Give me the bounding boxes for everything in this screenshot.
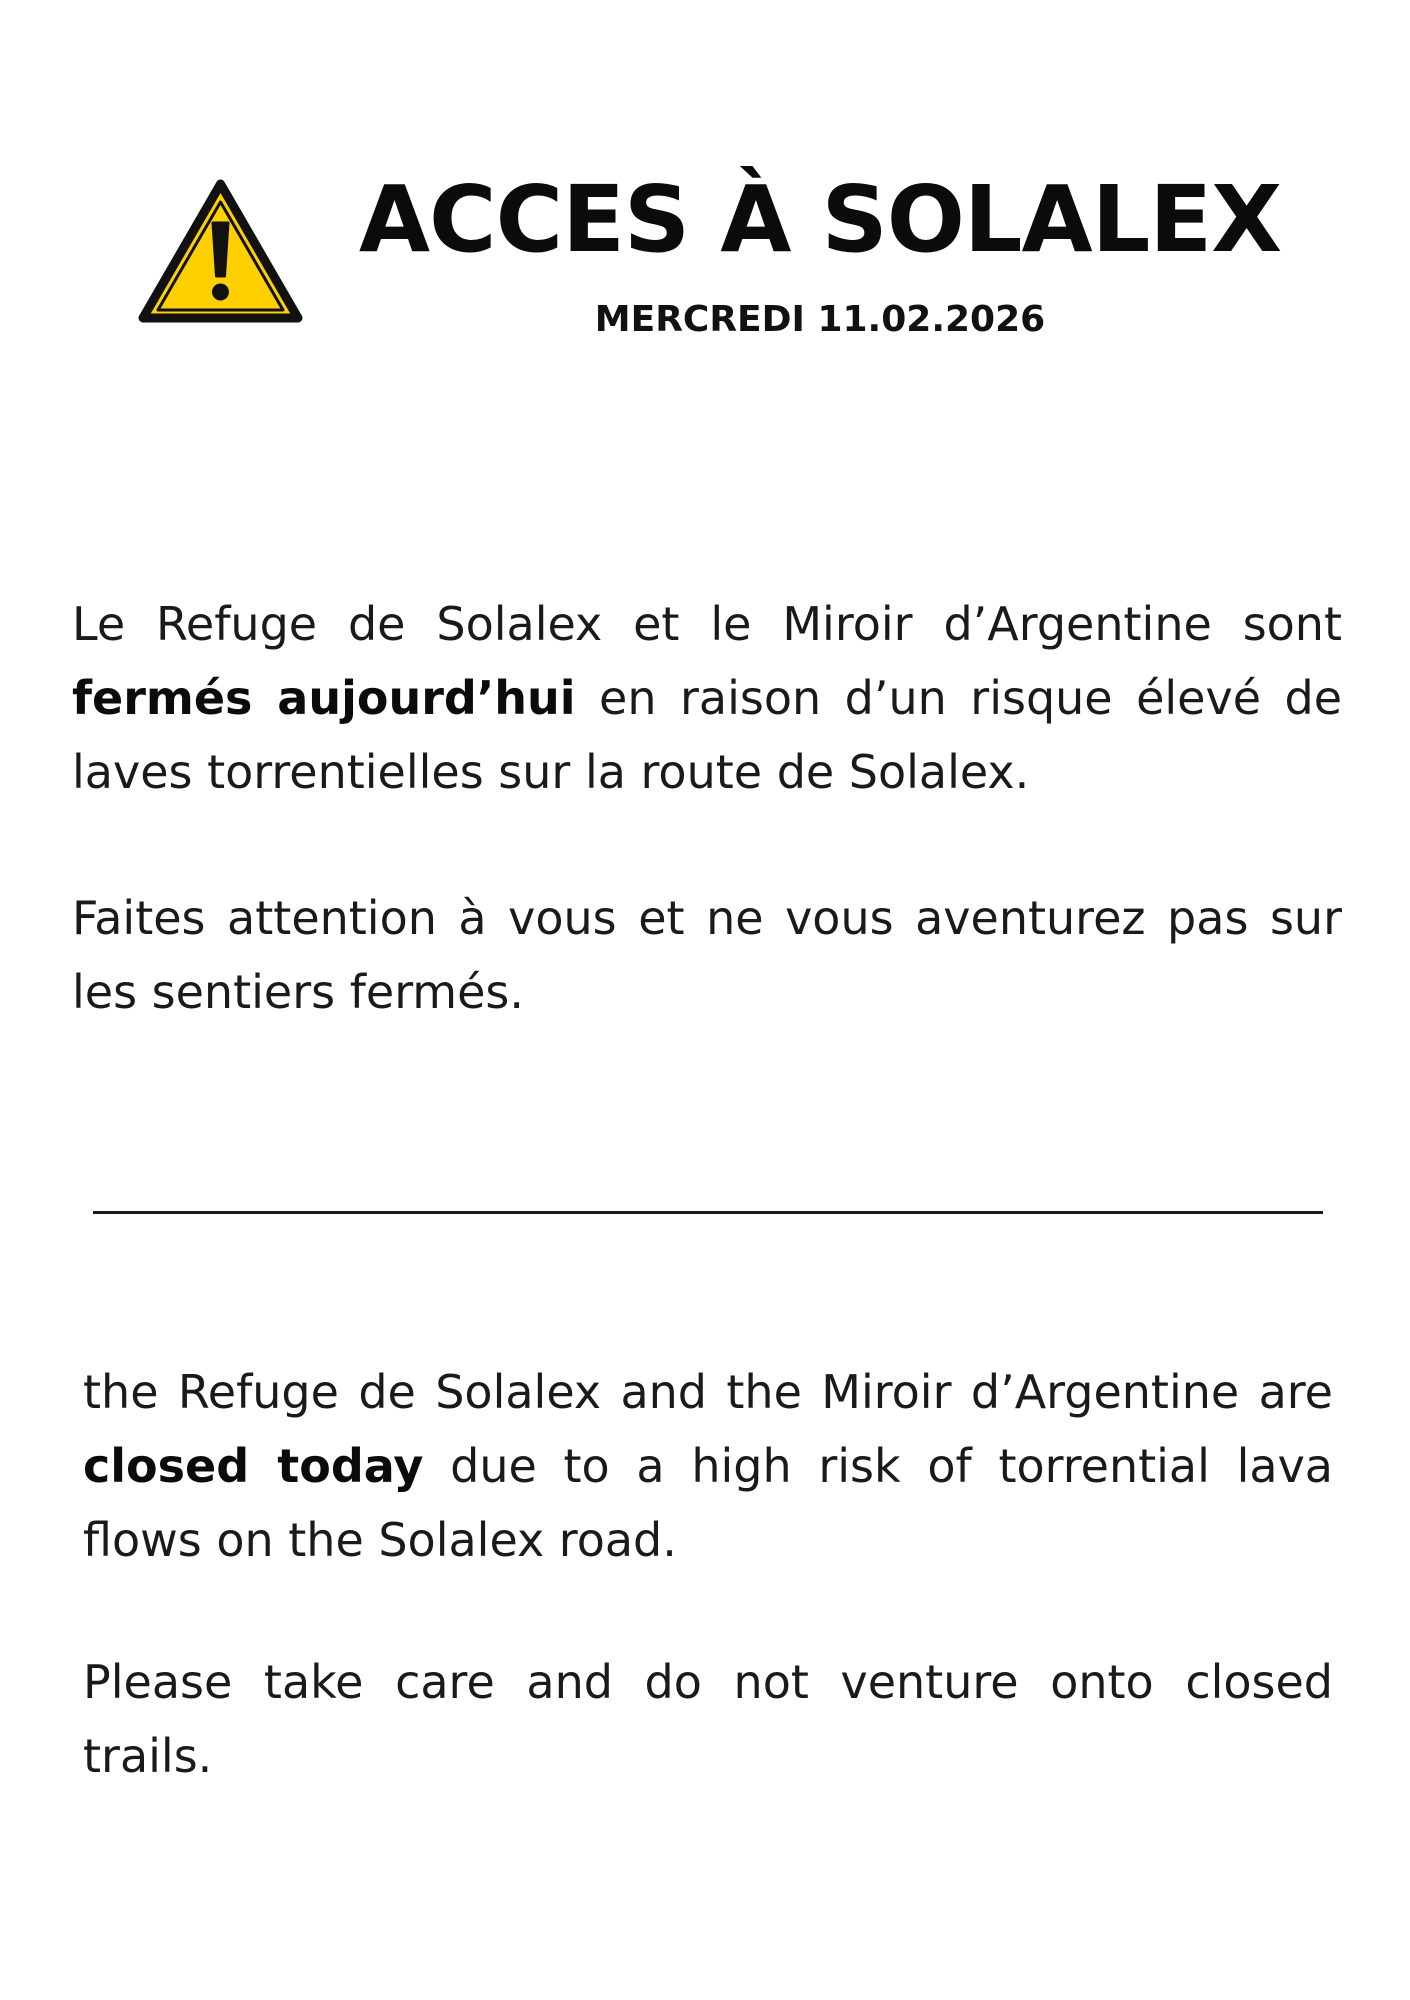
french-closure-text-end: en raison d’un risque élevé de laves torrentielles sur la route de Solalex. (72, 671, 1342, 799)
warning-triangle-icon (138, 178, 303, 324)
english-paragraph-closure (83, 1355, 1333, 1577)
french-notice (72, 587, 1342, 1029)
page-title: ACCES À SOLALEX (358, 166, 1282, 273)
english-closure-text-start: the Refuge de Solalex and the Miroir d’Argentine are (83, 1365, 1333, 1419)
divider (93, 1211, 1323, 1214)
english-closure-emphasis: closed today (83, 1439, 424, 1493)
french-closure-text-start: Le Refuge de Solalex et le Miroir d’Argentine sont (72, 597, 1342, 651)
english-closure-text-end: due to a high risk of torrential lava flows on the Solalex road. (83, 1439, 1333, 1567)
french-paragraph-caution: Faites attention à vous et ne vous aventurez pas sur les sentiers fermés. (72, 891, 1342, 1019)
notice-date: MERCREDI 11.02.2026 (594, 299, 1046, 340)
english-paragraph-caution: Please take care and do not venture onto closed trails. (83, 1655, 1333, 1783)
english-notice (83, 1355, 1333, 1793)
french-closure-emphasis: fermés aujourd’hui (72, 671, 576, 725)
french-paragraph-closure (72, 587, 1342, 809)
